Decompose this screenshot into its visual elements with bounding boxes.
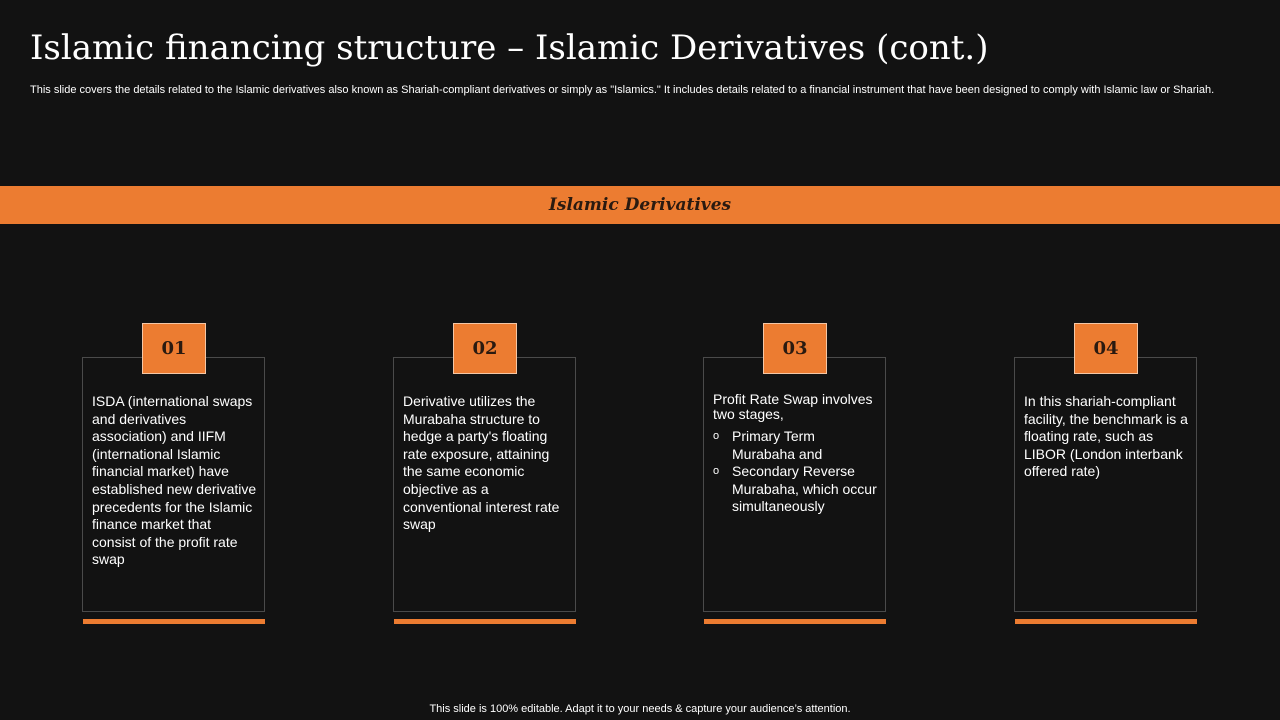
card-text: Profit Rate Swap involves two stages, — [713, 391, 873, 422]
page-subtitle: This slide covers the details related to the Islamic derivatives also known as Shariah-compliant derivatives or simply as "Islamics." It includes details related to a financial instrument that have been designed to comply with Islamic law or Shariah. — [30, 84, 1215, 96]
card-number-badge: 01 — [142, 323, 206, 374]
card-underline — [83, 619, 265, 624]
circle-bullet-icon: o — [713, 465, 720, 478]
card-body — [713, 392, 879, 516]
page-title: Islamic financing structure – Islamic Derivatives (cont.) — [30, 28, 989, 68]
list-item — [713, 428, 879, 463]
card-03 — [703, 338, 886, 612]
card-text: Derivative utilizes the Murabaha structure to hedge a party's floating rate exposure, attaining the same economic objective as a conventional interest rate swap — [403, 393, 560, 533]
footer-note: This slide is 100% editable. Adapt it to your needs & capture your audience’s attention. — [429, 703, 851, 715]
card-number-badge: 03 — [763, 323, 827, 374]
bullet-list — [713, 428, 879, 516]
circle-bullet-icon: o — [713, 430, 720, 442]
card-text: ISDA (international swaps and derivatives association) and IIFM (international Islamic financial market) have established new derivative precedents for the Islamic finance market that consist of the profit rate swap — [92, 393, 257, 568]
card-01 — [82, 338, 265, 612]
card-number-badge: 02 — [453, 323, 517, 374]
bullet-text: Secondary Reverse Murabaha, which occur simultaneously — [732, 463, 877, 515]
bullet-text: Primary Term Murabaha and — [732, 428, 823, 462]
card-04 — [1014, 338, 1197, 612]
card-underline — [704, 619, 886, 624]
card-02 — [393, 338, 576, 612]
card-text: In this shariah-compliant facility, the benchmark is a floating rate, such as LIBOR (London interbank offered rate) — [1024, 393, 1188, 480]
list-item — [713, 463, 879, 516]
card-underline — [1015, 619, 1197, 624]
section-banner — [0, 186, 1280, 224]
card-underline — [394, 619, 576, 624]
banner-label: Islamic Derivatives — [548, 195, 732, 215]
card-number-badge: 04 — [1074, 323, 1138, 374]
